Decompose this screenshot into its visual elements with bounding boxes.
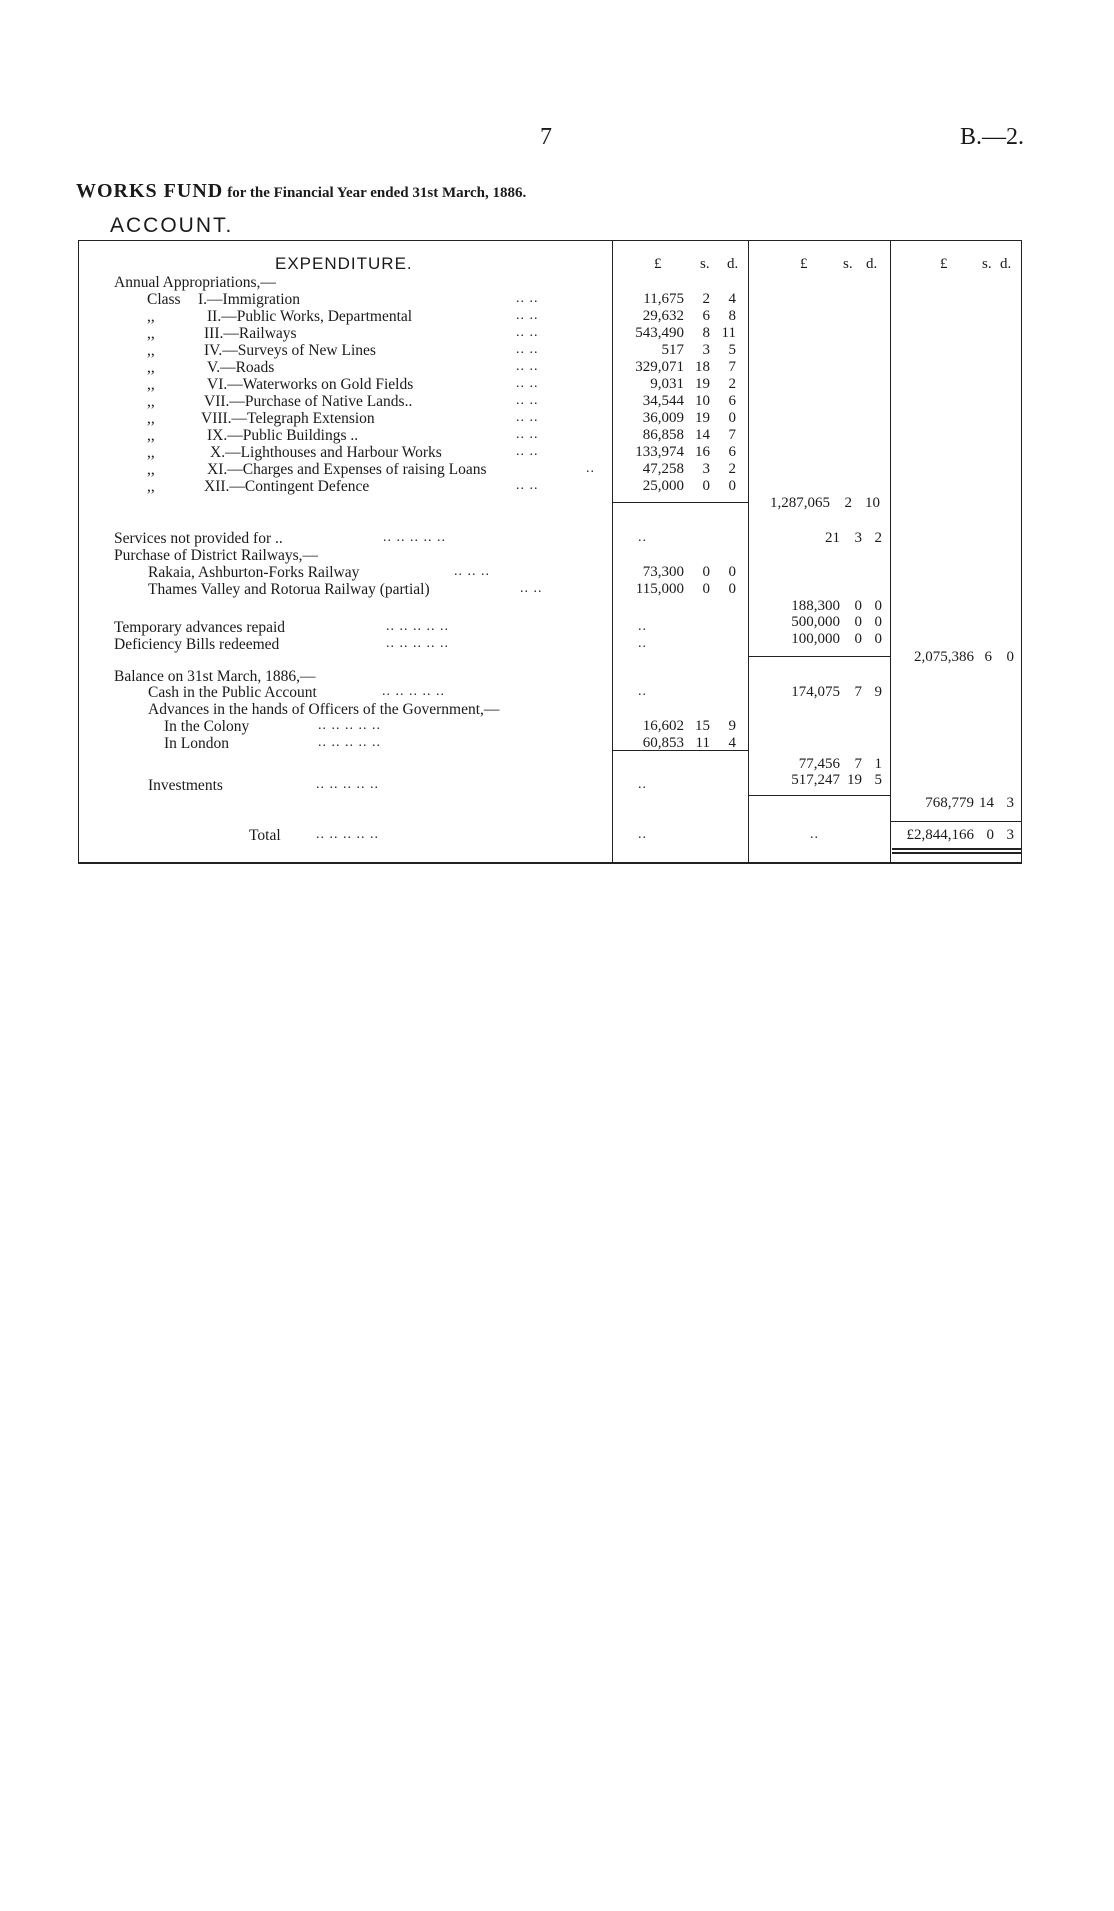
leader-dots: .. ..: [516, 410, 539, 425]
services-col1-dots: ..: [638, 530, 647, 545]
temporary-col1-dots: ..: [638, 619, 647, 634]
appropriation-label: IV.—Surveys of New Lines: [204, 342, 376, 359]
table-right-border: [1021, 240, 1022, 864]
appropriation-pence: 6: [728, 393, 736, 409]
leader-dots: .. ..: [516, 342, 539, 357]
deficiency-pence: 0: [874, 631, 882, 647]
class-prefix: ,,: [147, 427, 155, 444]
page-number: 7: [540, 124, 552, 150]
leader-dots: .. .. ..: [454, 564, 490, 579]
appropriation-label: XII.—Contingent Defence: [204, 478, 370, 495]
expenditure-total-pounds: 2,075,386: [914, 649, 974, 665]
class-prefix: ,,: [147, 325, 155, 342]
appropriation-pence: 5: [728, 342, 736, 358]
table-top-border: [78, 240, 1022, 241]
advance-pounds: 16,602: [642, 718, 684, 734]
appropriation-shillings: 3: [702, 342, 710, 358]
leader-dots: .. ..: [516, 393, 539, 408]
class-prefix: ,,: [147, 308, 155, 325]
col3-left-border: [890, 240, 891, 864]
annual-subtotal-pounds: 1,287,065: [770, 495, 830, 511]
leader-dots: .. ..: [520, 581, 543, 596]
leader-dots: .. ..: [516, 444, 539, 459]
advances-label: Advances in the hands of Officers of the Government,—: [148, 701, 500, 718]
temporary-dots: .. .. .. .. ..: [386, 619, 449, 634]
appropriation-pounds: 133,974: [635, 444, 684, 460]
table-bottom-border: [78, 862, 1022, 864]
grand-total-pence: 3: [1006, 827, 1014, 843]
class-prefix: ,,: [147, 342, 155, 359]
appropriation-shillings: 8: [702, 325, 710, 341]
col2-shillings-header: s.: [843, 256, 853, 272]
col3-shillings-header: s.: [982, 256, 992, 272]
temporary-advances-label: Temporary advances repaid: [114, 619, 286, 636]
appropriation-shillings: 16: [695, 444, 710, 460]
class-prefix: Class: [147, 291, 181, 308]
appropriation-shillings: 18: [695, 359, 710, 375]
appropriation-pence: 6: [728, 444, 736, 460]
col1-pence-header: d.: [727, 256, 739, 272]
cash-shillings: 7: [854, 684, 862, 700]
appropriation-label: II.—Public Works, Departmental: [207, 308, 413, 325]
grand-total-col1-dots: ..: [638, 827, 647, 842]
col1-left-border: [612, 240, 613, 864]
rule-grand-total-bottom-2: [892, 852, 1021, 854]
appropriation-shillings: 19: [695, 410, 710, 426]
district-subtotal-pence: 0: [874, 598, 882, 614]
annual-subtotal-shillings: 2: [844, 495, 852, 511]
appropriation-pounds: 29,632: [642, 308, 684, 324]
cash-public-account-label: Cash in the Public Account: [148, 684, 317, 701]
appropriation-pence: 7: [728, 359, 736, 375]
appropriation-label: XI.—Charges and Expenses of raising Loans: [207, 461, 487, 478]
appropriation-label: VII.—Purchase of Native Lands..: [204, 393, 413, 410]
cash-pence: 9: [874, 684, 882, 700]
appropriation-shillings: 3: [702, 461, 710, 477]
advance-pence: 9: [728, 718, 736, 734]
district-railway-label: Rakaia, Ashburton-Forks Railway: [148, 564, 360, 581]
services-dots: .. .. .. .. ..: [383, 530, 446, 545]
appropriation-label: III.—Railways: [204, 325, 297, 342]
appropriation-shillings: 6: [702, 308, 710, 324]
col2-pounds-header: £: [800, 256, 808, 272]
appropriation-label: VI.—Waterworks on Gold Fields: [207, 376, 414, 393]
balance-total-pounds: 768,779: [925, 795, 974, 811]
services-shillings: 3: [854, 530, 862, 546]
class-prefix: ,,: [147, 410, 155, 427]
balance-total-pence: 3: [1006, 795, 1014, 811]
class-prefix: ,,: [147, 376, 155, 393]
appropriation-pounds: 86,858: [642, 427, 684, 443]
appropriation-shillings: 2: [702, 291, 710, 307]
grand-total-col2-dots: ..: [810, 827, 819, 842]
cash-pounds: 174,075: [791, 684, 840, 700]
rule-balance-subtotal: [748, 795, 890, 796]
leader-dots: .. ..: [516, 478, 539, 493]
district-railway-label: Thames Valley and Rotorua Railway (partial): [148, 581, 430, 598]
district-railway-pence: 0: [728, 564, 736, 580]
appropriation-pence: 2: [728, 461, 736, 477]
advance-shillings: 11: [695, 735, 710, 751]
district-railways-label: Purchase of District Railways,—: [114, 547, 319, 564]
appropriation-label: X.—Lighthouses and Harbour Works: [210, 444, 442, 461]
advance-shillings: 15: [695, 718, 710, 734]
deficiency-bills-label: Deficiency Bills redeemed: [114, 636, 280, 653]
appropriation-pounds: 11,675: [643, 291, 684, 307]
appropriation-label: VIII.—Telegraph Extension: [201, 410, 375, 427]
investments-label: Investments: [148, 777, 223, 794]
appropriation-pounds: 543,490: [635, 325, 684, 341]
class-prefix: ,,: [147, 444, 155, 461]
leader-dots: .. ..: [516, 359, 539, 374]
appropriation-label: V.—Roads: [207, 359, 275, 376]
annual-appropriations-label: Annual Appropriations,—: [114, 274, 276, 291]
appropriation-pounds: 517: [661, 342, 684, 358]
advance-location-label: In London: [164, 735, 230, 752]
col3-pounds-header: £: [940, 256, 948, 272]
leader-dots: .. .. .. .. ..: [318, 718, 381, 733]
district-railway-pence: 0: [728, 581, 736, 597]
annual-subtotal-pence: 10: [865, 495, 880, 511]
leader-dots: .. ..: [516, 291, 539, 306]
appropriation-pounds: 25,000: [642, 478, 684, 494]
investments-pounds: 517,247: [791, 772, 840, 788]
appropriation-pence: 0: [728, 478, 736, 494]
appropriation-pence: 2: [728, 376, 736, 392]
deficiency-dots: .. .. .. .. ..: [386, 636, 449, 651]
title-main: WORKS FUND: [76, 180, 224, 202]
appropriation-pounds: 36,009: [642, 410, 684, 426]
temporary-shillings: 0: [854, 614, 862, 630]
investments-pence: 5: [874, 772, 882, 788]
grand-total-label: Total: [249, 827, 281, 844]
table-left-border: [78, 240, 79, 864]
appropriation-pence: 7: [728, 427, 736, 443]
expenditure-total-shillings: 6: [984, 649, 992, 665]
col2-left-border: [748, 240, 749, 864]
services-pounds: 21: [825, 530, 840, 546]
appropriation-pence: 8: [728, 308, 736, 324]
district-railway-pounds: 115,000: [635, 581, 684, 597]
document-title: [76, 180, 526, 203]
expenditure-header: EXPENDITURE.: [275, 254, 413, 273]
class-prefix: ,,: [147, 461, 155, 478]
leader-dots: .. ..: [516, 308, 539, 323]
district-railway-shillings: 0: [702, 581, 710, 597]
leader-dots: .. ..: [516, 325, 539, 340]
services-label: Services not provided for ..: [114, 530, 283, 547]
col1-shillings-header: s.: [700, 256, 710, 272]
balance-label: Balance on 31st March, 1886,—: [114, 668, 316, 685]
col1-pounds-header: £: [654, 256, 662, 272]
appropriation-shillings: 0: [702, 478, 710, 494]
advance-pence: 4: [728, 735, 736, 751]
appropriation-label: I.—Immigration: [198, 291, 301, 308]
advance-pounds: 60,853: [642, 735, 684, 751]
class-prefix: ,,: [147, 478, 155, 495]
grand-total-dots: .. .. .. .. ..: [316, 827, 379, 842]
advances-subtotal-shillings: 7: [854, 756, 862, 772]
appropriation-label: IX.—Public Buildings ..: [207, 427, 359, 444]
appropriation-pence: 4: [728, 291, 736, 307]
page-reference: B.—2.: [960, 124, 1025, 150]
temporary-pounds: 500,000: [791, 614, 840, 630]
title-rest: for the Financial Year ended 31st March, 1886.: [227, 185, 527, 201]
cash-col1-dots: ..: [638, 684, 647, 699]
appropriation-pounds: 329,071: [635, 359, 684, 375]
appropriation-pounds: 9,031: [650, 376, 684, 392]
district-subtotal-pounds: 188,300: [791, 598, 840, 614]
appropriation-shillings: 10: [695, 393, 710, 409]
appropriation-shillings: 19: [695, 376, 710, 392]
leader-dots: .. .. .. .. ..: [318, 735, 381, 750]
investments-dots: .. .. .. .. ..: [316, 777, 379, 792]
deficiency-pounds: 100,000: [791, 631, 840, 647]
rule-col2-before-total: [748, 656, 890, 657]
balance-total-shillings: 14: [979, 795, 994, 811]
appropriation-pounds: 47,258: [642, 461, 684, 477]
appropriation-pence: 11: [721, 325, 736, 341]
class-prefix: ,,: [147, 359, 155, 376]
services-pence: 2: [874, 530, 882, 546]
appropriation-pounds: 34,544: [642, 393, 684, 409]
temporary-pence: 0: [874, 614, 882, 630]
class-prefix: ,,: [147, 393, 155, 410]
rule-annual-subtotal: [612, 502, 748, 503]
leader-dots: .. ..: [516, 376, 539, 391]
deficiency-col1-dots: ..: [638, 636, 647, 651]
rule-grand-total-top: [890, 821, 1021, 822]
leader-dots: ..: [586, 461, 595, 476]
appropriation-pence: 0: [728, 410, 736, 426]
district-subtotal-shillings: 0: [854, 598, 862, 614]
grand-total-pounds: £2,844,166: [906, 827, 974, 843]
advances-subtotal-pounds: 77,456: [798, 756, 840, 772]
grand-total-shillings: 0: [986, 827, 994, 843]
document-subtitle: ACCOUNT.: [110, 214, 234, 237]
deficiency-shillings: 0: [854, 631, 862, 647]
investments-shillings: 19: [847, 772, 862, 788]
col3-pence-header: d.: [1000, 256, 1012, 272]
investments-col1-dots: ..: [638, 777, 647, 792]
advances-subtotal-pence: 1: [874, 756, 882, 772]
cash-dots: .. .. .. .. ..: [382, 684, 445, 699]
district-railway-shillings: 0: [702, 564, 710, 580]
district-railway-pounds: 73,300: [642, 564, 684, 580]
leader-dots: .. ..: [516, 427, 539, 442]
appropriation-shillings: 14: [695, 427, 710, 443]
rule-grand-total-bottom-1: [892, 848, 1021, 850]
advance-location-label: In the Colony: [164, 718, 250, 735]
expenditure-total-pence: 0: [1006, 649, 1014, 665]
col2-pence-header: d.: [866, 256, 878, 272]
